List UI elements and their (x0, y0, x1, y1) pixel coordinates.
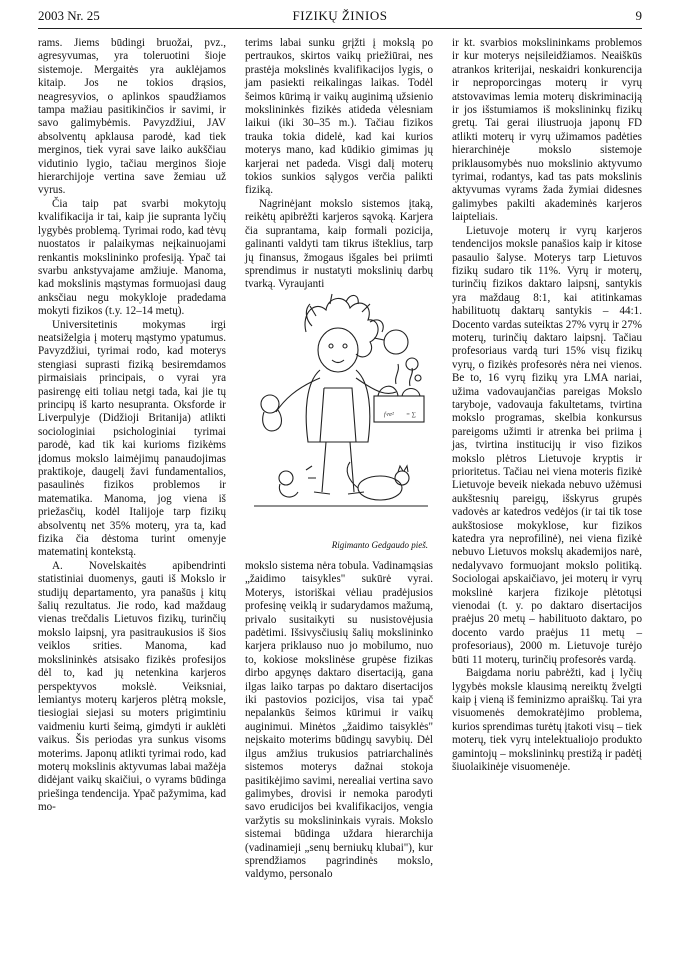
paragraph: terims labai sunku grįžti į mokslą po pertraukos, skirtos vaikų priežiūrai, nes prastėja mokslinės kvalifikacijos lygis, o jam pasiekti reikalingas laikas. Todėl šeimos kūrimą ir vaikų auginimą užsienio mokslininkės fizikės atideda vėlesniam laikui (iki 30–35 m.). Tačiau fizikos trauka tokia didelė, kad kai kurios moterys mano, kad kūdikio gimimas jų karjerai net padeda. Visgi dalį moterų tokios sunkios sąlygos verčia palikti fiziką. (245, 37, 433, 197)
figure-caption: Rigimanto Gedgaudo pieš. (331, 540, 428, 550)
header-rule (38, 28, 642, 29)
column-2-top (245, 37, 433, 292)
issue-label: 2003 Nr. 25 (38, 8, 100, 23)
column-1 (38, 37, 226, 815)
page-number: 9 (635, 8, 642, 23)
paragraph: Lietuvoje moterų ir vyrų karjeros tendencijos moksle panašios kaip ir kitose pasaulio šalyse. Moterys tarp Lietuvos fizikų sudaro tik 11%. Vyrų ir moterų, turinčių fizikos daktaro laipsnį, santykis yra maždaug 8:1, kai atitinkamas habilituotų daktarų santykis – 44:1. Docento vardas suteiktas 27% vyrų ir 27% moterų, turinčių daktaro laipsnį. Tačiau profesoriaus vardą turi 15% visų fizikų vyrų, o fizikės profesorės nėra nei vienos. Be to, 16 vyrų fizikų yra LMA nariai, užima vadovaujančias pareigas Mokslo taryboje, vadovauja fakultetams, tvirtina mokslo programas, skelbia konkursus pareigoms užimti ir atrenka bei priima į jas, tvirtina institucijų ir viso fizikos mokslo plėtros Lietuvoje kryptis ir prioritetus. Tačiau nei viena moteris fizikė Lietuvoje beveik niekada nebuvo užėmusi aukštesnių pareigų, išskyrus grupės vadovės ar katedros vedėjos (ir tai tik tose aukštosiose mokyklose, kur fizikos katedra yra neprofilinė), nei viena fizikė nebuvo Lietuvos mokslų akademijos narė, nedalyvavo formuojant mokslo politiką. Sociologai apskaičiavo, jei moterų ir vyrų mokslinė karjera fizikoje plėtotųsi vienodai (t. y. po daktaro disertacijos praėjus 20 metų – habilituoto daktaro, po docento vardo praėjus 11 metų – profesoriaus), 2000 m. Lietuvoje turėjo būti 11 moterų, turinčių profesorės vardą. (452, 224, 642, 666)
paragraph: ir kt. svarbios mokslininkams problemos ir kur moterys neįsileidžiamos. Neaiškūs atrankos kriterijai, neskaidri konkurencija ir neproporcingas moterų ir vyrų atstovavimas lemia moterų diskriminaciją ir jos išstumiamos iš mokslininkų fizikų gretų. Tai gerai iliustruoja japonų FD atlikti moterų ir vyrų užimamos padėties hierarchinėje mokslo sistemoje priklausomybės nuo mokslinio aktyvumo tyrimai, rodantys, kad tas pats mokslinis aktyvumas vyrams žada žymiai didesnes galimybes pakilti akademinės karjeros laipteliais. (452, 37, 642, 224)
paragraph: Baigdama noriu pabrėžti, kad į lyčių lygybės moksle klausimą nereiktų žvelgti kaip į vieną iš feminizmo apraiškų. Tai yra visuomenės demokratėjimo problema, kurios sprendimas turėtų įtakoti visų – tiek moterų, tiek vyrų intelektualiojo produkto gamintojų – mokslininkų prestižą ir padėtį šiuolaikinėje visuomenėje. (452, 667, 642, 773)
paragraph: Čia taip pat svarbi mokytojų kvalifikacija ir tai, kaip jie supranta lyčių lygybės problemą. Tyrimai rodo, kad tėvų nuostatos ir palaikymas neįkainuojami renkantis mokslininko profesiją. Ypač tai svarbu ankstyvajame amžiuje. Manoma, kad mokslinis mąstymas formuojasi daug anksčiau negu mokykloje pradedama mokyti fizikos (t.y. 12–14 metų). (38, 197, 226, 318)
paragraph: A. Novelskaitės apibendrinti statistiniai duomenys, gauti iš Mokslo ir studijų departamento, yra panašūs į kitų šalių rezultatus. Jie rodo, kad maždaug vienas trečdalis Lietuvos fizikų, turinčių mokslo laipsnį, yra pasitraukusios iš šios veiklos srities. Manoma, kad mokslininkės atsisako fizikės profesijos dėl to, kad jų netenkina karjeros perspektyvos mokslė. Veiksniai, lemiantys moterų karjeros plėtrą moksle, tiesiogiai siejasi su moters prigimtiniu vaidmeniu kurti šeimą, gimdyti ir auklėti vaikus. Šis periodas yra sunkus visoms moterims. Japonų atlikti tyrimai rodo, kad moterų mokslinis aktyvumas labai mažėja didėjant vaikų skaičiui, o vyrams būdinga priešinga tendencija. Ypač pažymima, kad mo- (38, 559, 226, 814)
cartoon-drawing (246, 292, 434, 534)
svg-text:f·re²: f·re² (384, 412, 394, 418)
paragraph: rams. Jiems būdingi bruožai, pvz., agresyvumas, yra toleruotini šioje sistemoje. Mergaitės yra auklėjamos kitaip. Jos ne tokios drąsios, neagresyvios, o aplinkos spaudžiamos tampa mažiau pasitikinčios ir savimi, ir savo galimybėmis. Pavyzdžiui, JAV absolventų apklausa parodė, kad tiek merginos, tiek vyrai save laiko aukščiau vidutinio lygio, tačiau merginos šioje hierarchijoje vertina save žemiau už vyrus. (38, 37, 226, 197)
svg-text:= ∑: = ∑ (406, 412, 416, 418)
paragraph: Nagrinėjant mokslo sistemos įtaką, reikėtų apibrėžti karjeros sąvoką. Karjera čia suprantama, kaip formali pozicija, galinanti valdyti tam tikrus išteklius, tarp jų finansus, žmogaus išgales bei priimti sprendimus ir nustatyti mokslinių darbų tvarką. Vyraujanti (245, 197, 433, 291)
column-3 (452, 37, 642, 774)
paragraph: mokslo sistema nėra tobula. Vadinamąsias „žaidimo taisykles" sukūrė vyrai. Moterys, istoriškai vėliau pradėjusios profesinę veiklą ir sudarydamos mažumą, privalo susitaikyti su nusistovėjusia padėtimi. Išsivysčiusių šalių mokslininko karjera priklauso nuo jo mobilumo, nuo to, kokiose mokslinėse grupėse fizikas dirbo apgynęs daktaro disertaciją, gana ilgas laiko tarpas po daktaro disertacijos iki pastovios pozicijos, visa tai ypač nepalankūs šeimos kūrimui ir vaikų auginimui. Minėtos „žaidimo taisyklės" neįskaito moterims būdingų savybių. Dėl ilgus amžius trukusios patriarchalinės sistemos moterys dažnai stokoja pasitikėjimo savimi, nerealiai vertina savo galimybes, drovisi ir nemoka parodyti savo erudicijos bei kvalifikacijos, vengia varžytis su mokslininkais vyrais. Mokslo sistemai būdinga uždara hierarchija (vadinamieji „senų berniukų klubai"), kur sprendžiamos pagrindinės mokslo, valdymo, personalo (245, 560, 433, 881)
journal-title: FIZIKŲ ŽINIOS (292, 8, 388, 23)
illustration (246, 292, 434, 550)
column-2-bottom (245, 560, 433, 882)
page-header (38, 8, 642, 28)
paragraph: Universitetinis mokymas irgi neatsiželgia į moterų mąstymo ypatumus. Pavyzdžiui, tyrimai rodo, kad moterys stengiasi suprasti fiziką besiremdamos pirmaisiais principais, o vyrai yra pasirengę eiti toliau netgi tada, kai jie tų principų iš karto nesupranta. Oksforde ir Liverpulyje (Didžioji Britanija) atlikti sociologiniai psichologiniai tyrimai parodė, kad tik kai kurioms fizikėms įdomus mokslo laimėjimų panaudojimas praktikoje, daugelį žavi fundamentalios, pasaulinės fizikos problemos ir matematika. Manoma, jog viena iš priežasčių, kodėl Italijoje tarp fizikų absolventų net 35% moterų, yra ta, kad fizika čia dėstoma turint omenyje matematinį kontekstą. (38, 318, 226, 559)
